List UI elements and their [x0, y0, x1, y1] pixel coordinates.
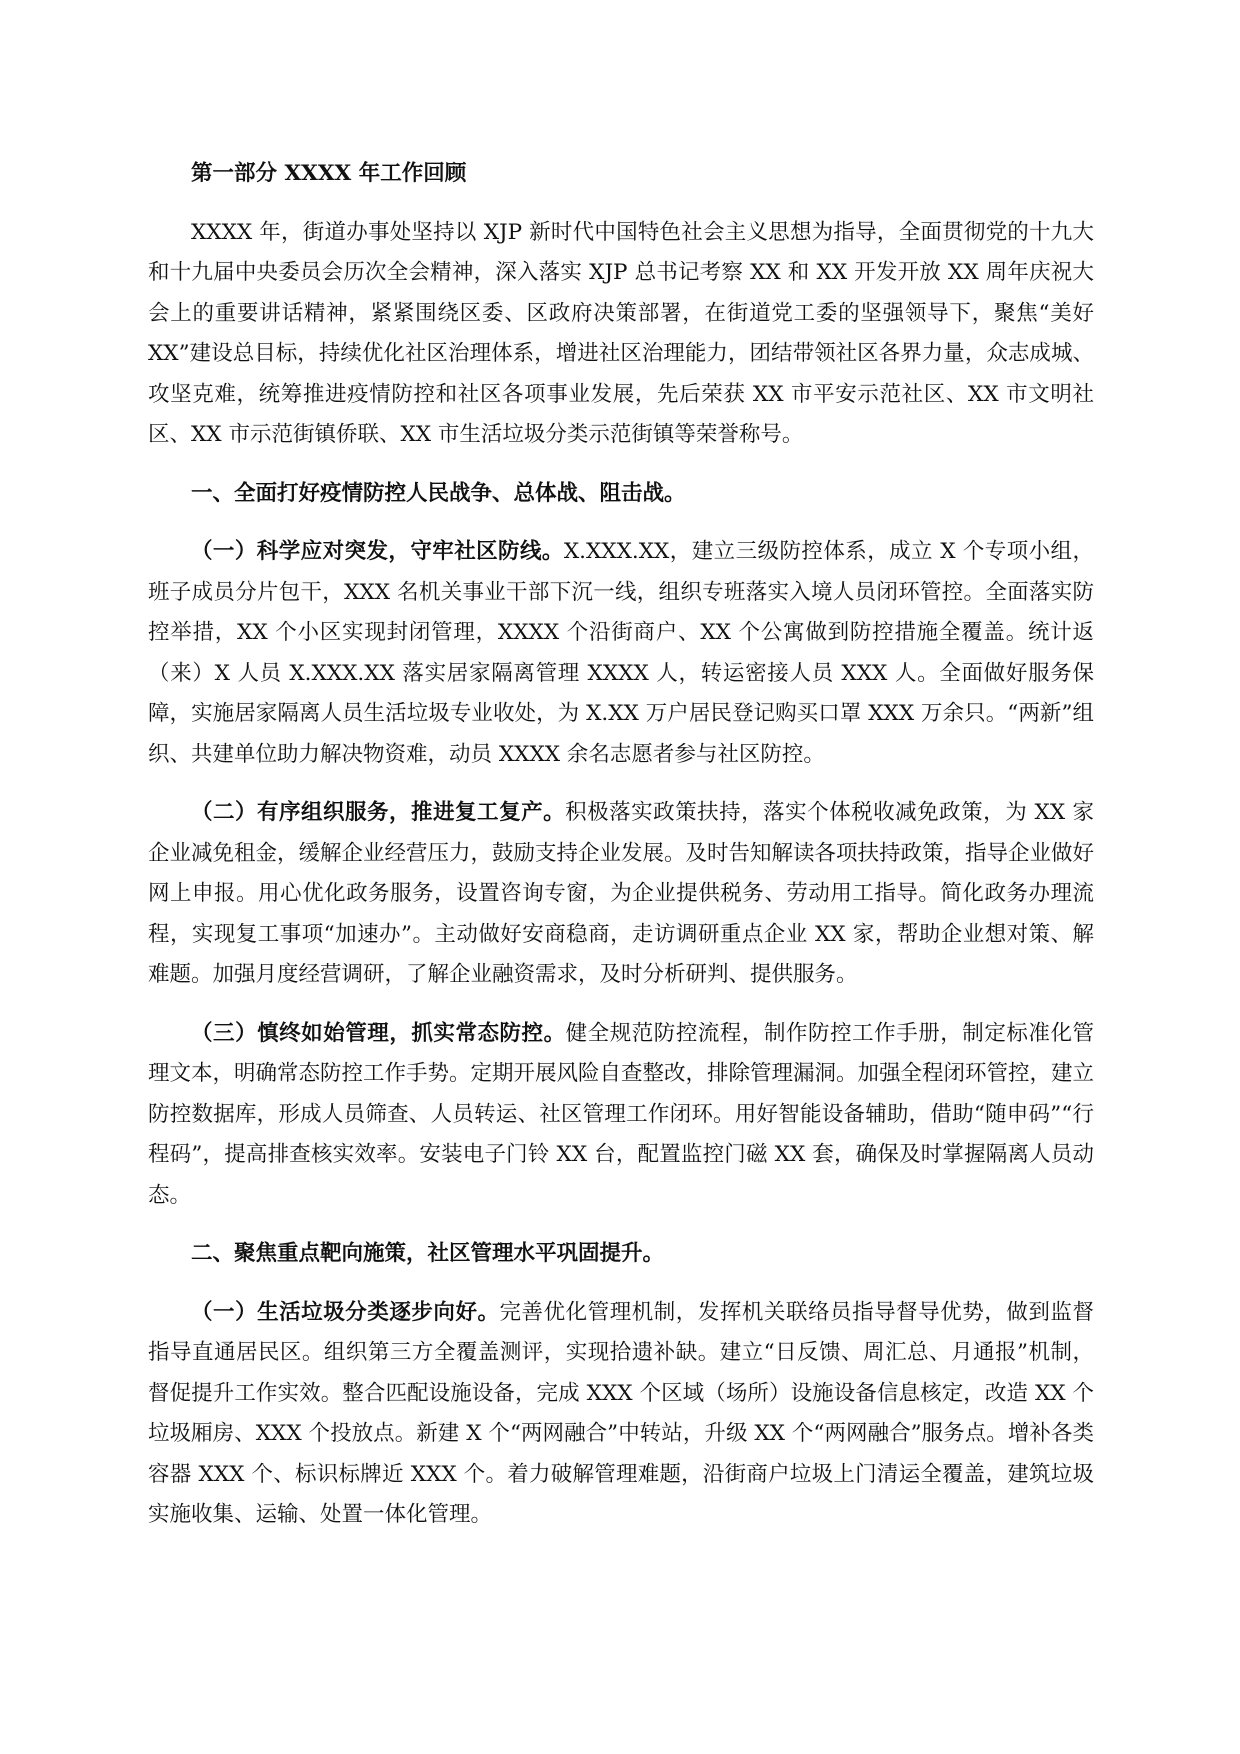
item-lead: （一）科学应对突发，守牢社区防线。	[191, 539, 564, 564]
section1-item-3	[148, 1014, 1094, 1217]
item-body: X.XXX.XX，建立三级防控体系，成立 X 个专项小组，班子成员分片包干，XXX 名机关事业干部下沉一线，组织专班落实入境人员闭环管控。全面落实防控举措，XX 个小区实现封闭管理，XXXX 个沿街商户、XX 个公寓做到防控措施全覆盖。统计返（来）X 人员 X.XXX.XX 落实居家隔离管理 XXXX 人，转运密接人员 XXX 人。全面做好服务保障，实施居家隔离人员生活垃圾专业收处，为 X.XX 万户居民登记购买口罩 XXX 万余只。“两新”组织、共建单位助力解决物资难，动员 XXXX 余名志愿者参与社区防控。	[148, 539, 1094, 767]
item-body: 积极落实政策扶持，落实个体税收减免政策，为 XX 家企业减免租金，缓解企业经营压力，鼓励支持企业发展。及时告知解读各项扶持政策，指导企业做好网上申报。用心优化政务服务，设置咨询专窗，为企业提供税务、劳动用工指导。简化政务办理流程，实现复工事项“加速办”。主动做好安商稳商，走访调研重点企业 XX 家，帮助企业想对策、解难题。加强月度经营调研，了解企业融资需求，及时分析研判、提供服务。	[148, 800, 1095, 987]
section-heading-2: 二、聚焦重点靶向施策，社区管理水平巩固提升。	[191, 1241, 665, 1266]
section2-item-1	[148, 1293, 1094, 1536]
item-body: 健全规范防控流程，制作防控工作手册，制定标准化管理文本，明确常态防控工作手势。定期开展风险自查整改，排除管理漏洞。加强全程闭环管控，建立防控数据库，形成人员筛查、人员转运、社区管理工作闭环。用好智能设备辅助，借助“随申码”“行程码”，提高排查核实效率。安装电子门铃 XX 台，配置监控门磁 XX 套，确保及时掌握隔离人员动态。	[148, 1020, 1095, 1208]
section1-item-2	[148, 793, 1094, 996]
intro-paragraph: XXXX 年，街道办事处坚持以 XJP 新时代中国特色社会主义思想为指导，全面贯彻党的十九大和十九届中央委员会历次全会精神，深入落实 XJP 总书记考察 XX 和 XX 开发开放 XX 周年庆祝大会上的重要讲话精神，紧紧围绕区委、区政府决策部署，在街道党工委的坚强领导下，聚焦“美好 XX”建设总目标，持续优化社区治理体系，增进社区治理能力，团结带领社区各界力量，众志成城、攻坚克难，统筹推进疫情防控和社区各项事业发展，先后荣获 XX 市平安示范社区、XX 市文明社区、XX 市示范街镇侨联、XX 市生活垃圾分类示范街镇等荣誉称号。	[148, 219, 1094, 447]
item-lead: （二）有序组织服务，推进复工复产。	[191, 800, 566, 825]
part-title: 第一部分 XXXX 年工作回顾	[191, 161, 467, 186]
section-heading-1: 一、全面打好疫情防控人民战争、总体战、阻击战。	[191, 480, 686, 506]
document-page	[148, 154, 1094, 1554]
section1-item-1	[148, 532, 1094, 775]
item-lead: （一）生活垃圾分类逐步向好。	[191, 1299, 500, 1325]
item-lead: （三）慎终如始管理，抓实常态防控。	[191, 1020, 566, 1046]
item-body: 完善优化管理机制，发挥机关联络员指导督导优势，做到监督指导直通居民区。组织第三方全覆盖测评，实现拾遗补缺。建立“日反馈、周汇总、月通报”机制，督促提升工作实效。整合匹配设施设备，完成 XXX 个区域（场所）设施设备信息核定，改造 XX 个垃圾厢房、XXX 个投放点。新建 X 个“两网融合”中转站，升级 XX 个“两网融合”服务点。增补各类容器 XXX 个、标识标牌近 XXX 个。着力破解管理难题，沿街商户垃圾上门清运全覆盖，建筑垃圾实施收集、运输、处置一体化管理。	[148, 1299, 1094, 1527]
